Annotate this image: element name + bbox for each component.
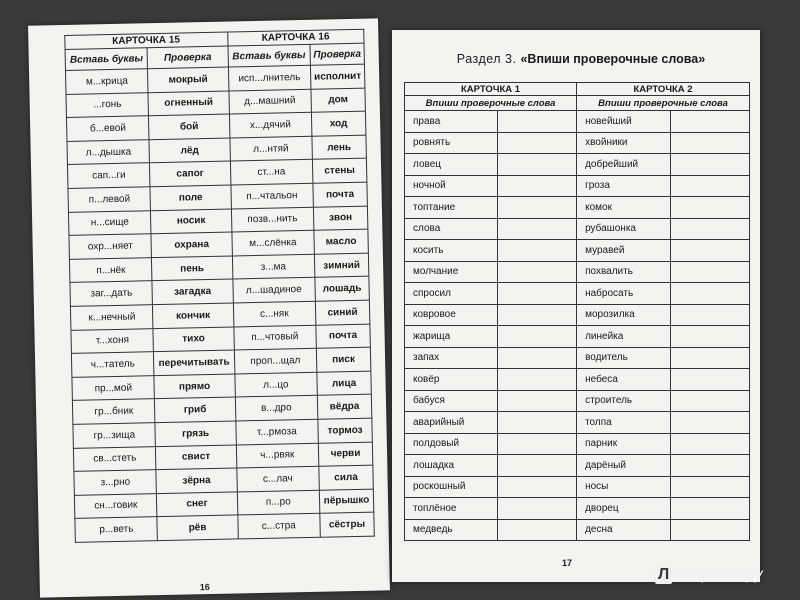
check-word-cell: звон [313,206,368,231]
left-page [28,18,390,597]
insert-word-cell: п...нёк [69,257,152,282]
check-word-cell: охрана [151,232,232,257]
insert-word-cell: сап...ги [67,163,150,188]
check-word-cell: сёстры [320,512,375,537]
table-row [405,240,750,262]
watermark [655,566,763,584]
check-word-cell: пёрышко [319,489,374,514]
word-cell: набросать [577,283,671,305]
word-cell: косить [405,240,498,262]
insert-word-cell: ч...рвяк [236,443,319,468]
word-cell: дворец [577,498,671,520]
left-table-body [65,64,374,542]
check-word-cell: прямо [154,374,235,399]
answer-blank-cell[interactable] [498,218,577,240]
insert-word-cell: р...веть [75,517,158,542]
answer-blank-cell[interactable] [498,304,577,326]
check-word-cell: сапог [150,161,231,186]
check-word-cell: огненный [148,91,229,116]
answer-blank-cell[interactable] [498,154,577,176]
answer-blank-cell[interactable] [498,476,577,498]
check-word-cell: тихо [153,327,234,352]
check-word-cell: гриб [155,397,236,422]
table-row [75,512,374,542]
check-word-cell: зёрна [156,468,237,493]
table-row [405,175,750,197]
table-row [405,197,750,219]
answer-blank-cell[interactable] [498,197,577,219]
insert-word-cell: гр...бник [72,399,155,424]
answer-blank-cell[interactable] [498,283,577,305]
table-row [405,347,750,369]
insert-word-cell: б...евой [66,116,149,141]
word-cell: толпа [577,412,671,434]
answer-blank-cell[interactable] [498,240,577,262]
insert-word-cell: исп...лнитель [228,65,311,90]
word-cell: жарища [405,326,498,348]
answer-blank-cell[interactable] [671,476,750,498]
answer-blank-cell[interactable] [671,218,750,240]
answer-blank-cell[interactable] [498,326,577,348]
check-word-cell: синий [315,300,370,325]
table-row [405,433,750,455]
answer-blank-cell[interactable] [671,197,750,219]
insert-word-cell: н...сище [68,210,151,235]
answer-blank-cell[interactable] [671,498,750,520]
answer-blank-cell[interactable] [498,519,577,541]
check-word-cell: почта [316,324,371,349]
insert-word-cell: м...крица [65,69,148,94]
col-write-2: Впиши проверочные слова [577,96,750,111]
answer-blank-cell[interactable] [671,519,750,541]
insert-word-cell: в...дро [235,396,318,421]
col-write-1: Впиши проверочные слова [405,96,577,111]
word-cell: добрейший [577,154,671,176]
insert-word-cell: с...лач [236,466,319,491]
table-row [405,390,750,412]
word-cell: хвойники [577,132,671,154]
col-check-16: Проверка [310,43,365,65]
right-cards-table [404,82,750,541]
word-cell: ковёр [405,369,498,391]
word-cell: запах [405,347,498,369]
answer-blank-cell[interactable] [498,433,577,455]
word-cell: ночной [405,175,498,197]
table-row [405,476,750,498]
word-cell: роскошный [405,476,498,498]
word-cell: ковровое [405,304,498,326]
card1-title: КАРТОЧКА 1 [405,83,577,96]
answer-blank-cell[interactable] [498,498,577,520]
answer-blank-cell[interactable] [671,433,750,455]
check-word-cell: перечитывать [154,350,235,375]
word-cell: полдовый [405,433,498,455]
word-cell: новейший [577,111,671,133]
check-word-cell: свист [156,444,237,469]
check-word-cell: ход [311,111,366,136]
insert-word-cell: д...машний [228,89,311,114]
insert-word-cell: м...слёнка [231,230,314,255]
word-cell: морозилка [577,304,671,326]
insert-word-cell: с...стра [237,514,320,539]
answer-blank-cell[interactable] [671,154,750,176]
check-word-cell: мокрый [148,67,229,92]
word-cell: лошадка [405,455,498,477]
card15-title: КАРТОЧКА 15 [65,32,228,49]
page-number-left: 16 [199,582,210,593]
check-word-cell: сила [319,465,374,490]
word-cell: линейка [577,326,671,348]
answer-blank-cell[interactable] [498,132,577,154]
word-cell: комок [577,197,671,219]
insert-word-cell: ст...на [230,160,313,185]
answer-blank-cell[interactable] [498,111,577,133]
table-row [405,132,750,154]
insert-word-cell: с...няк [233,301,316,326]
page-number-right: 17 [562,558,573,568]
table-row [405,412,750,434]
answer-blank-cell[interactable] [671,390,750,412]
word-cell: рубашонка [577,218,671,240]
insert-word-cell: з...рно [74,470,157,495]
col-check-15: Проверка [147,46,228,69]
col-insert-16: Вставь буквы [228,44,311,67]
card2-title: КАРТОЧКА 2 [577,83,750,96]
answer-blank-cell[interactable] [671,412,750,434]
word-cell: спросил [405,283,498,305]
insert-word-cell: пр...мой [72,375,155,400]
word-cell: топлёное [405,498,498,520]
word-cell: дарёный [577,455,671,477]
insert-word-cell: гр...зища [73,423,156,448]
table-row [405,498,750,520]
answer-blank-cell[interactable] [671,369,750,391]
table-row [405,455,750,477]
answer-blank-cell[interactable] [671,283,750,305]
table-row [405,519,750,541]
check-word-cell: грязь [155,421,236,446]
check-word-cell: снег [157,492,238,517]
check-word-cell: дом [311,88,366,113]
check-word-cell: почта [313,182,368,207]
labirint-logo: Л [655,566,672,584]
table-row [405,111,750,133]
insert-word-cell: св...стеть [73,446,156,471]
word-cell: парник [577,433,671,455]
answer-blank-cell[interactable] [671,326,750,348]
insert-word-cell: п...чтальон [230,183,313,208]
word-cell: строитель [577,390,671,412]
table-row [405,154,750,176]
insert-word-cell: п...чтовый [233,325,316,350]
answer-blank-cell[interactable] [671,132,750,154]
insert-word-cell: л...шадиное [232,278,315,303]
check-word-cell: пень [152,256,233,281]
word-cell: муравей [577,240,671,262]
word-cell: ровнять [405,132,498,154]
insert-word-cell: т...хоня [71,328,154,353]
check-word-cell: лёд [149,138,230,163]
check-word-cell: лень [312,135,367,160]
word-cell: бабуся [405,390,498,412]
answer-blank-cell[interactable] [498,369,577,391]
check-word-cell: лошадь [315,276,370,301]
insert-word-cell: т...рмоза [235,419,318,444]
word-cell: небеса [577,369,671,391]
insert-word-cell: ...гонь [66,92,149,117]
word-cell: носы [577,476,671,498]
check-word-cell: писк [316,347,371,372]
answer-blank-cell[interactable] [671,240,750,262]
word-cell: молчание [405,261,498,283]
answer-blank-cell[interactable] [498,175,577,197]
check-word-cell: тормоз [318,418,373,443]
col-insert-15: Вставь буквы [65,48,148,71]
answer-blank-cell[interactable] [671,347,750,369]
insert-word-cell: л...дышка [67,139,150,164]
word-cell: права [405,111,498,133]
word-cell: гроза [577,175,671,197]
check-word-cell: носик [151,209,232,234]
insert-word-cell: з...ма [232,254,315,279]
insert-word-cell: ч...татель [71,352,154,377]
check-word-cell: исполнит [310,64,365,89]
insert-word-cell: к...нечный [70,305,153,330]
answer-blank-cell[interactable] [671,111,750,133]
insert-word-cell: сн...говик [74,493,157,518]
check-word-cell: загадка [152,279,233,304]
insert-word-cell: заг...дать [70,281,153,306]
table-row [405,369,750,391]
answer-blank-cell[interactable] [498,347,577,369]
answer-blank-cell[interactable] [671,175,750,197]
answer-blank-cell[interactable] [498,390,577,412]
insert-word-cell: л...нтяй [229,136,312,161]
answer-blank-cell[interactable] [498,261,577,283]
insert-word-cell: охр...няет [69,234,152,259]
check-word-cell: кончик [153,303,234,328]
right-table-body [405,111,750,541]
check-word-cell: лица [317,371,372,396]
word-cell: аварийный [405,412,498,434]
insert-word-cell: л...цо [234,372,317,397]
insert-word-cell: х...дячий [229,113,312,138]
answer-blank-cell[interactable] [671,304,750,326]
check-word-cell: масло [314,229,369,254]
insert-word-cell: п...ро [237,490,320,515]
word-cell: похвалить [577,261,671,283]
table-row [405,218,750,240]
word-cell: топтание [405,197,498,219]
check-word-cell: рёв [157,515,238,540]
left-cards-table [64,29,375,543]
check-word-cell: вёдра [317,394,372,419]
answer-blank-cell[interactable] [498,412,577,434]
check-word-cell: поле [150,185,231,210]
section-prefix: Раздел 3. [456,52,517,66]
insert-word-cell: позв...нить [231,207,314,232]
answer-blank-cell[interactable] [671,455,750,477]
check-word-cell: зимний [314,253,369,278]
table-row [405,326,750,348]
table-row [405,283,750,305]
watermark-text: абиринт.ру [675,566,763,583]
card16-title: КАРТОЧКА 16 [227,29,364,46]
check-word-cell: стены [312,159,367,184]
check-word-cell: бой [149,114,230,139]
table-row [405,261,750,283]
word-cell: водитель [577,347,671,369]
insert-word-cell: п...левой [68,187,151,212]
word-cell: ловец [405,154,498,176]
answer-blank-cell[interactable] [498,455,577,477]
section-name: «Впиши проверочные слова» [520,52,706,66]
word-cell: медведь [405,519,498,541]
insert-word-cell: проп...щал [234,348,317,373]
answer-blank-cell[interactable] [671,261,750,283]
section-title [416,52,746,66]
right-page [392,30,763,583]
check-word-cell: черви [318,442,373,467]
table-row [405,304,750,326]
word-cell: слова [405,218,498,240]
word-cell: десна [577,519,671,541]
